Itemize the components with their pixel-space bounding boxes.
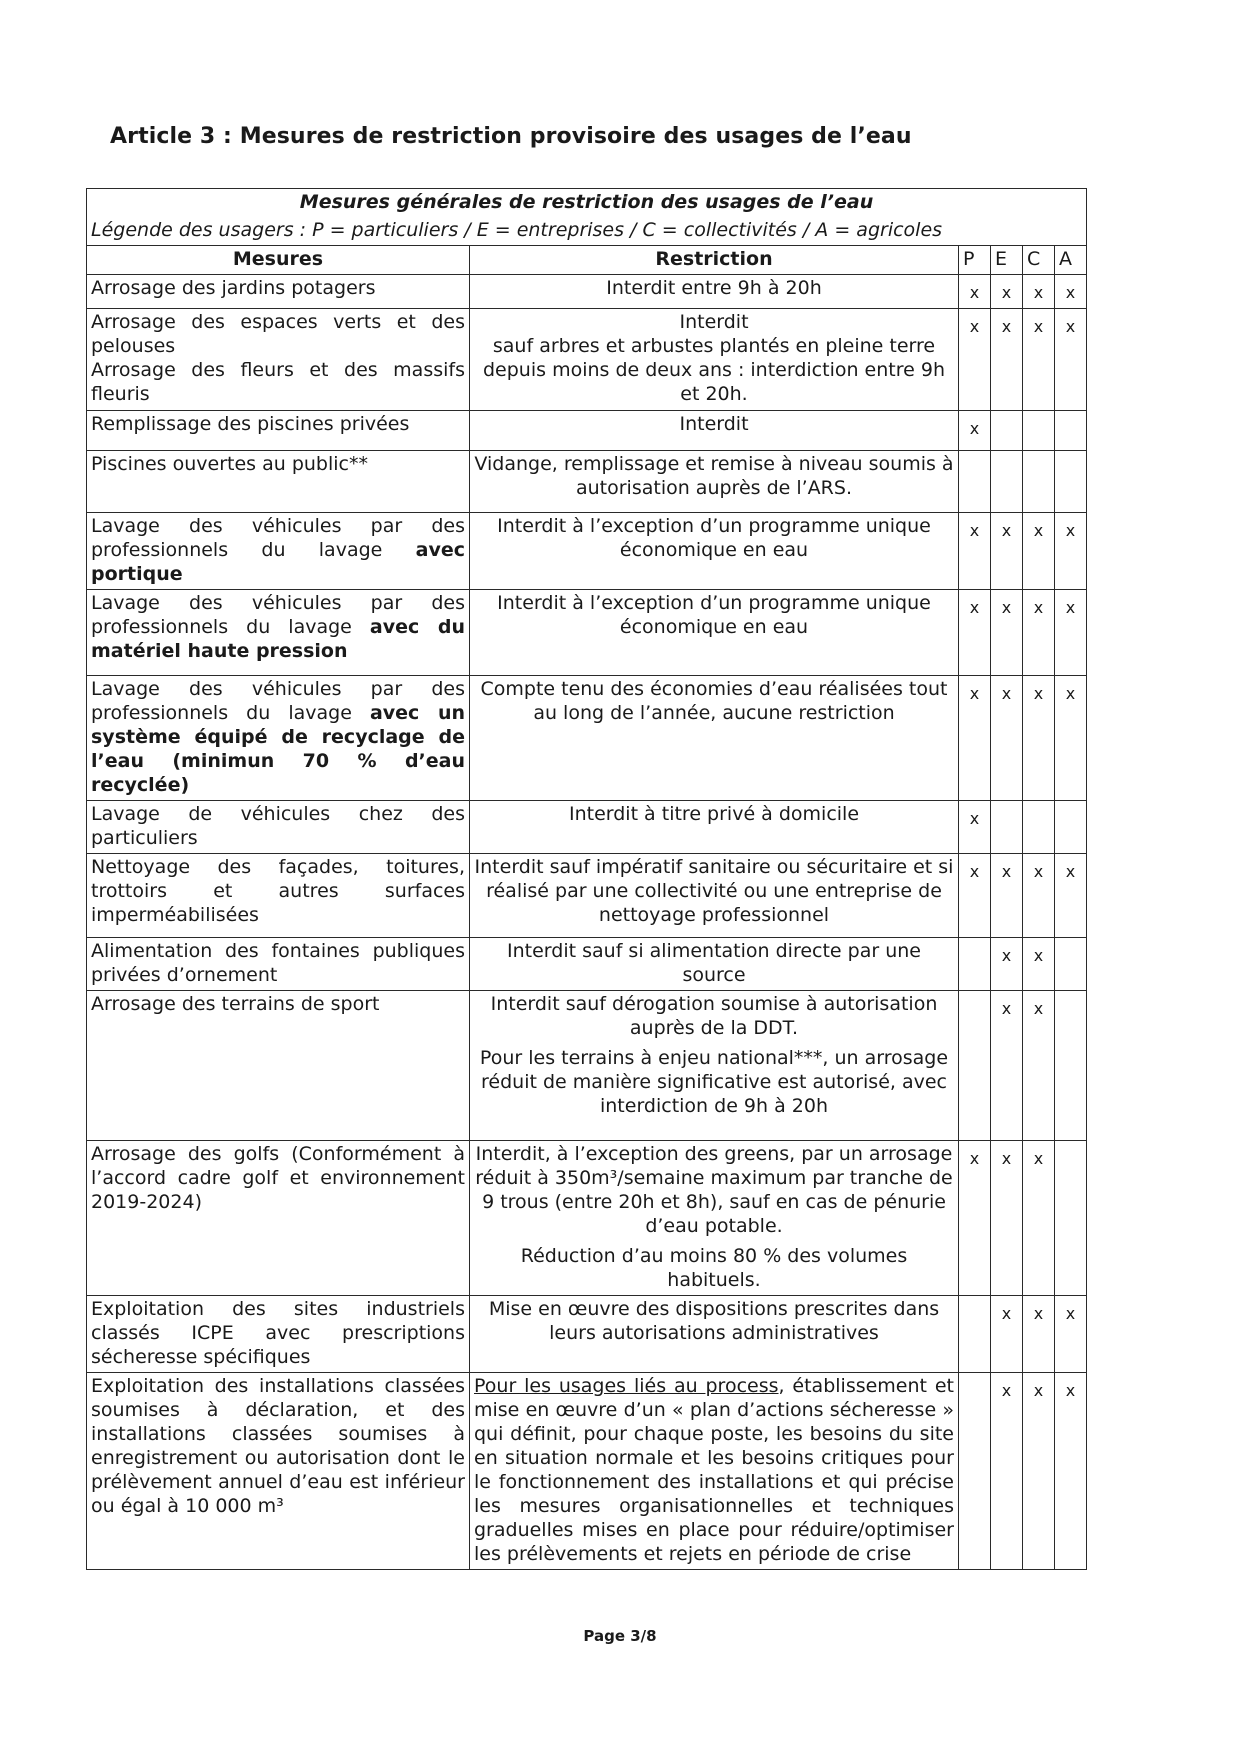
restriction-text: Interdit entre 9h à 20h bbox=[606, 277, 822, 299]
table-row bbox=[87, 801, 1087, 854]
mark-c: x bbox=[1023, 513, 1055, 590]
restriction-table bbox=[86, 188, 1087, 1570]
mesure-text: Remplissage des piscines privées bbox=[91, 413, 410, 435]
mark-p bbox=[959, 1296, 991, 1373]
mark-e: x bbox=[991, 1296, 1023, 1373]
restriction-cell bbox=[470, 1141, 959, 1296]
mark-e: x bbox=[991, 991, 1023, 1141]
mark-p: x bbox=[959, 1141, 991, 1296]
mark-p: x bbox=[959, 854, 991, 938]
col-header-p: P bbox=[959, 246, 991, 275]
mark-c: x bbox=[1023, 1373, 1055, 1570]
restriction-text: Interdit à l’exception d’un programme unique économique en eau bbox=[497, 515, 931, 561]
mark-p: x bbox=[959, 309, 991, 411]
mark-e: x bbox=[991, 938, 1023, 991]
mesure-cell bbox=[87, 1296, 470, 1373]
table-legend: Légende des usagers : P = particuliers / E = entreprises / C = collectivités / A = agricoles bbox=[91, 219, 943, 241]
mark-a: x bbox=[1055, 275, 1087, 309]
mesure-cell bbox=[87, 1141, 470, 1296]
mark-a bbox=[1055, 991, 1087, 1141]
restriction-text-2: sauf arbres et arbustes plantés en pleine terre depuis moins de deux ans : interdiction entre 9h et 20h. bbox=[483, 335, 945, 405]
restriction-cell bbox=[470, 275, 959, 309]
restriction-text: Interdit sauf dérogation soumise à autorisation auprès de la DDT. bbox=[490, 993, 938, 1039]
table-row bbox=[87, 309, 1087, 411]
mark-c: x bbox=[1023, 275, 1055, 309]
mark-a: x bbox=[1055, 513, 1087, 590]
mark-e: x bbox=[991, 309, 1023, 411]
restriction-cell bbox=[470, 991, 959, 1141]
restriction-text: Interdit sauf impératif sanitaire ou sécuritaire et si réalisé par une collectivité ou une entreprise de nettoyage professionnel bbox=[474, 856, 954, 926]
mesure-bold-text: avec du matériel haute pression bbox=[91, 616, 465, 662]
table-row bbox=[87, 991, 1087, 1141]
restriction-cell bbox=[470, 451, 959, 513]
mesure-text: Lavage des véhicules par des professionnels du lavage bbox=[91, 515, 465, 561]
mark-e: x bbox=[991, 275, 1023, 309]
restriction-cell bbox=[470, 411, 959, 451]
col-header-mesures: Mesures bbox=[87, 246, 470, 275]
mesure-cell bbox=[87, 513, 470, 590]
restriction-cell bbox=[470, 801, 959, 854]
mark-a: x bbox=[1055, 676, 1087, 801]
restriction-cell bbox=[470, 938, 959, 991]
mark-a bbox=[1055, 938, 1087, 991]
mesure-cell bbox=[87, 676, 470, 801]
restriction-text: Compte tenu des économies d’eau réalisées tout au long de l’année, aucune restriction bbox=[480, 678, 948, 724]
mark-p: x bbox=[959, 275, 991, 309]
restriction-cell bbox=[470, 309, 959, 411]
mark-p: x bbox=[959, 590, 991, 676]
col-header-e: E bbox=[991, 246, 1023, 275]
mark-p bbox=[959, 451, 991, 513]
restriction-underlined-text: Pour les usages liés au process bbox=[474, 1375, 779, 1397]
mark-p bbox=[959, 991, 991, 1141]
restriction-text: Interdit, à l’exception des greens, par un arrosage réduit à 350m³/semaine maximum par tranche de 9 trous (entre 20h et 8h), sauf en cas de pénurie d’eau potable. bbox=[475, 1143, 953, 1237]
restriction-cell bbox=[470, 1296, 959, 1373]
restriction-text: Mise en œuvre des dispositions prescrites dans leurs autorisations administratives bbox=[488, 1298, 940, 1344]
mesure-text: Nettoyage des façades, toitures, trottoirs et autres surfaces imperméabilisées bbox=[91, 856, 465, 926]
mesure-cell bbox=[87, 309, 470, 411]
restriction-cell bbox=[470, 676, 959, 801]
table-row bbox=[87, 854, 1087, 938]
mark-c: x bbox=[1023, 854, 1055, 938]
mark-e: x bbox=[991, 1373, 1023, 1570]
mark-a bbox=[1055, 801, 1087, 854]
restriction-cell bbox=[470, 513, 959, 590]
mark-c: x bbox=[1023, 1141, 1055, 1296]
mesure-text: Arrosage des jardins potagers bbox=[91, 277, 376, 299]
restriction-text-2: Pour les terrains à enjeu national***, un arrosage réduit de manière significative est autorisé, avec interdiction de 9h à 20h bbox=[479, 1047, 949, 1117]
mark-a: x bbox=[1055, 1296, 1087, 1373]
table-row bbox=[87, 938, 1087, 991]
col-header-a: A bbox=[1055, 246, 1087, 275]
mark-c: x bbox=[1023, 1296, 1055, 1373]
mark-c: x bbox=[1023, 938, 1055, 991]
restriction-text: Interdit sauf si alimentation directe par une source bbox=[507, 940, 921, 986]
mark-e bbox=[991, 451, 1023, 513]
table-title: Mesures générales de restriction des usages de l’eau bbox=[299, 191, 874, 213]
mesure-bold-text: avec un système équipé de recyclage de l’eau (minimun 70 % d’eau recyclée) bbox=[91, 702, 465, 796]
mark-c bbox=[1023, 801, 1055, 854]
mark-e: x bbox=[991, 513, 1023, 590]
mark-c bbox=[1023, 451, 1055, 513]
mark-a bbox=[1055, 451, 1087, 513]
restriction-text: Interdit bbox=[679, 413, 749, 435]
mesure-bold-text: avec portique bbox=[91, 539, 465, 585]
mesure-text: Arrosage des terrains de sport bbox=[91, 993, 380, 1015]
mesure-text: Exploitation des installations classées soumises à déclaration, et des installations classées soumises à enregistrement ou autorisation dont le prélèvement annuel d’eau est inférieur ou égal à 10 000 m³ bbox=[91, 1375, 465, 1517]
mark-a: x bbox=[1055, 309, 1087, 411]
mesure-cell bbox=[87, 991, 470, 1141]
mark-a bbox=[1055, 411, 1087, 451]
mark-e bbox=[991, 411, 1023, 451]
article-title: Article 3 : Mesures de restriction provisoire des usages de l’eau bbox=[110, 124, 912, 149]
mark-a: x bbox=[1055, 1373, 1087, 1570]
table-row bbox=[87, 275, 1087, 309]
column-header-row bbox=[87, 246, 1087, 275]
mesure-text: Exploitation des sites industriels classés ICPE avec prescriptions sécheresse spécifiques bbox=[91, 1298, 465, 1368]
restriction-cell bbox=[470, 1373, 959, 1570]
restriction-cell bbox=[470, 590, 959, 676]
table-row bbox=[87, 451, 1087, 513]
table-row bbox=[87, 590, 1087, 676]
mark-e: x bbox=[991, 1141, 1023, 1296]
mesure-text: Lavage de véhicules chez des particuliers bbox=[91, 803, 465, 849]
restriction-text-2: Réduction d’au moins 80 % des volumes habituels. bbox=[520, 1245, 908, 1291]
mesure-cell bbox=[87, 275, 470, 309]
table-row bbox=[87, 1373, 1087, 1570]
restriction-text: Vidange, remplissage et remise à niveau soumis à autorisation auprès de l’ARS. bbox=[474, 453, 954, 499]
mark-p bbox=[959, 938, 991, 991]
mark-e: x bbox=[991, 590, 1023, 676]
mark-e: x bbox=[991, 676, 1023, 801]
restriction-text: Interdit à l’exception d’un programme unique économique en eau bbox=[497, 592, 931, 638]
mesure-text: Lavage des véhicules par des professionnels du lavage bbox=[91, 678, 465, 724]
mark-e bbox=[991, 801, 1023, 854]
mark-c bbox=[1023, 411, 1055, 451]
mesure-text-2: Arrosage des fleurs et des massifs fleuris bbox=[91, 359, 465, 405]
mark-p: x bbox=[959, 411, 991, 451]
mesure-cell bbox=[87, 801, 470, 854]
mesure-cell bbox=[87, 1373, 470, 1570]
mark-p bbox=[959, 1373, 991, 1570]
table-row bbox=[87, 1296, 1087, 1373]
mark-e: x bbox=[991, 854, 1023, 938]
mark-p: x bbox=[959, 676, 991, 801]
mark-p: x bbox=[959, 801, 991, 854]
restriction-text: Interdit bbox=[679, 311, 749, 333]
restriction-cell bbox=[470, 854, 959, 938]
table-row bbox=[87, 513, 1087, 590]
mark-p: x bbox=[959, 513, 991, 590]
mesure-text: Arrosage des espaces verts et des pelouses bbox=[91, 311, 465, 357]
table-row bbox=[87, 1141, 1087, 1296]
mesure-cell bbox=[87, 590, 470, 676]
page-number: Page 3/8 bbox=[583, 1627, 657, 1645]
col-header-c: C bbox=[1023, 246, 1055, 275]
mark-a bbox=[1055, 1141, 1087, 1296]
mesure-cell bbox=[87, 938, 470, 991]
mesure-cell bbox=[87, 451, 470, 513]
mesure-text: Alimentation des fontaines publiques privées d’ornement bbox=[91, 940, 465, 986]
table-row bbox=[87, 676, 1087, 801]
mesure-text: Arrosage des golfs (Conformément à l’accord cadre golf et environnement 2019-2024) bbox=[91, 1143, 465, 1213]
mark-c: x bbox=[1023, 676, 1055, 801]
mesure-cell bbox=[87, 411, 470, 451]
table-caption-cell bbox=[87, 189, 1087, 246]
mesure-text: Lavage des véhicules par des professionnels du lavage bbox=[91, 592, 465, 638]
mark-a: x bbox=[1055, 854, 1087, 938]
restriction-text: , établissement et mise en œuvre d’un « plan d’actions sécheresse » qui définit, pour chaque poste, les besoins du site en situation normale et les besoins critiques pour le fonctionnement des installations et qui précise les mesures organisationnelles et techniques graduelles mises en place pour réduire/optimiser les prélèvements et rejets en période de crise bbox=[474, 1375, 954, 1565]
mark-a: x bbox=[1055, 590, 1087, 676]
mesure-text: Piscines ouvertes au public** bbox=[91, 453, 368, 475]
mark-c: x bbox=[1023, 309, 1055, 411]
col-header-restriction: Restriction bbox=[470, 246, 959, 275]
table-row bbox=[87, 411, 1087, 451]
mark-c: x bbox=[1023, 590, 1055, 676]
mesure-cell bbox=[87, 854, 470, 938]
table-header-row bbox=[87, 189, 1087, 246]
restriction-text: Interdit à titre privé à domicile bbox=[568, 803, 860, 825]
mark-c: x bbox=[1023, 991, 1055, 1141]
